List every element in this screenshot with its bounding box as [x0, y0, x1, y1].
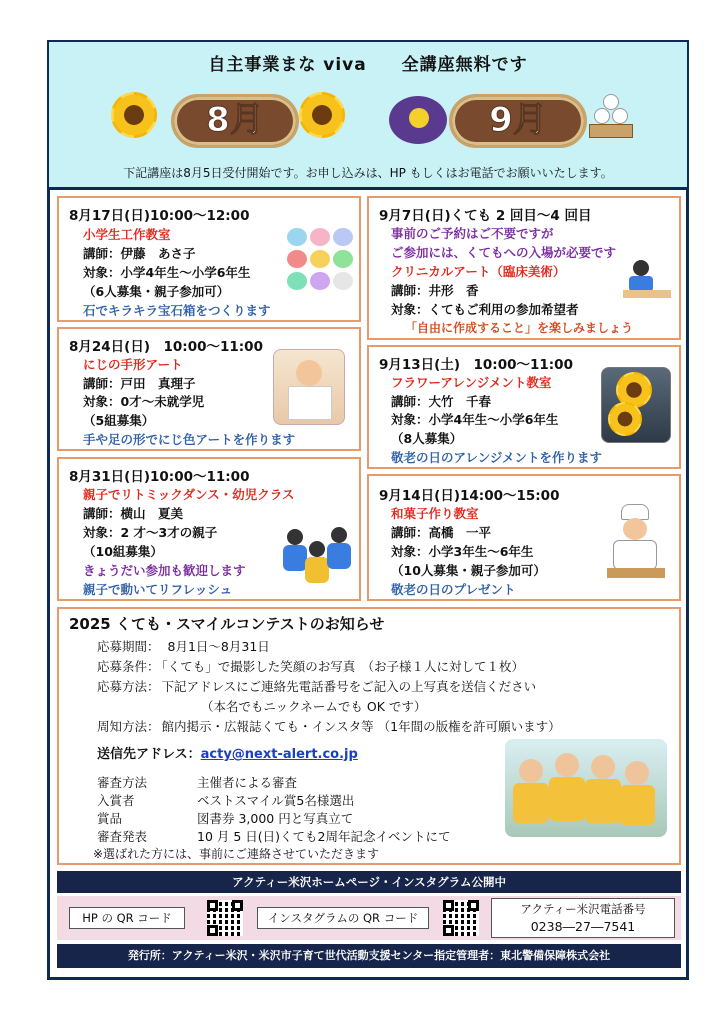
period-label: 応募期間： — [97, 639, 160, 654]
review-method-value: 主催者による審査 — [197, 775, 298, 790]
month-badge-august: 8月 — [171, 94, 299, 148]
event-capacity: （8人募集） — [391, 431, 463, 446]
event-capacity: （6人募集・親子参加可） — [83, 284, 230, 299]
condition-label: 応募条件： — [97, 659, 160, 674]
smiling-kids-photo — [505, 739, 667, 837]
event-teacher: 講師：井形 香 — [391, 283, 479, 298]
method-label: 応募方法： — [97, 679, 160, 694]
event-date: 8月31日(日)10:00～11:00 — [69, 469, 250, 485]
dango-icon — [589, 94, 635, 144]
notice-value: 館内掲示・広報誌くても・インスタ等 （1年間の版権を許可願います） — [161, 719, 561, 734]
event-target: 対象：0才～未就学児 — [83, 394, 205, 409]
dancing-kids-illustration — [281, 521, 353, 587]
event-card-aug24 — [57, 327, 361, 451]
event-date: 8月24日(日) 10:00～11:00 — [69, 339, 263, 355]
sunflower-icon — [111, 92, 157, 138]
instagram-qr-label: インスタグラムの QR コード — [257, 907, 429, 929]
event-note: きょうだい参加も歓迎します — [83, 563, 246, 578]
winners-value: ベストスマイル賞5名様選出 — [197, 793, 355, 808]
announcement-label: 審査発表 — [97, 829, 148, 844]
intro-text: 下記講座は8月5日受付開始です。お申し込みは、HP もしくはお電話でお願いいたします。 — [123, 166, 613, 180]
painting-child-illustration — [623, 260, 673, 300]
prize-label: 賞品 — [97, 811, 123, 826]
event-card-sep7 — [367, 196, 681, 340]
event-target: 対象：くてもご利用の参加希望者 — [391, 302, 579, 317]
instagram-qr-code[interactable] — [443, 900, 479, 936]
event-capacity: （10人募集・親子参加可） — [391, 563, 546, 578]
event-date: 9月14日(日)14:00～15:00 — [379, 488, 560, 504]
event-title: 和菓子作り教室 — [391, 506, 479, 521]
header-banner — [49, 42, 687, 190]
event-note: 手や足の形でにじ色アートを作ります — [83, 432, 296, 447]
title-left: 自主事業まな viva — [208, 55, 367, 75]
winners-label: 入賞者 — [97, 793, 135, 808]
review-method-label: 審査方法 — [97, 775, 148, 790]
flower-arrangement-photo — [601, 367, 671, 443]
method-value-note: （本名でもニックネームでも OK です） — [201, 699, 427, 714]
event-teacher: 講師：伊藤 あさ子 — [83, 246, 196, 261]
event-teacher: 講師：大竹 千春 — [391, 394, 492, 409]
contest-heading: 2025 くても・スマイルコンテストのお知らせ — [69, 615, 385, 633]
contest-footnote: ※選ばれた方には、事前にご連絡させていただきます — [93, 847, 380, 861]
event-precaution: 事前のご予約はご不要ですが — [391, 226, 554, 241]
event-capacity: （5組募集） — [83, 413, 155, 428]
notice-label: 周知方法： — [97, 719, 160, 734]
moon-icon — [389, 96, 447, 144]
hp-qr-code[interactable] — [207, 900, 243, 936]
email-address-label: 送信先アドレス： — [97, 747, 201, 762]
event-note: 「自由に作成すること」を楽しみましょう — [405, 321, 634, 335]
event-note: 親子で動いてリフレッシュ — [83, 582, 233, 597]
event-note: 石でキラキラ宝石箱をつくります — [83, 303, 271, 318]
event-title: にじの手形アート — [83, 357, 183, 372]
announcement-value: 10 月 5 日(日)くても2周年記念イベントにて — [197, 829, 451, 844]
email-address-link[interactable]: acty@next-alert.co.jp — [200, 747, 358, 762]
hp-qr-label: HP の QR コード — [69, 907, 185, 929]
confectioner-chef-illustration — [605, 504, 667, 582]
phone-number-box — [491, 898, 675, 938]
event-capacity: （10組募集） — [83, 544, 163, 559]
event-date: 9月13日(土) 10:00～11:00 — [379, 357, 573, 373]
event-card-sep13 — [367, 345, 681, 469]
event-title: クリニカルアート（臨床美術） — [391, 264, 566, 279]
gem-stones-image — [287, 228, 355, 292]
event-teacher: 講師：高橋 一平 — [391, 525, 492, 540]
event-title: 親子でリトミックダンス・幼児クラス — [83, 487, 295, 502]
publisher-line: 発行所：アクティー米沢・米沢市子育て世代活動支援センター指定管理者：東北警備保障株式会社 — [57, 944, 681, 968]
method-value: 下記アドレスにご連絡先電話番号をご記入の上写真を送信ください — [161, 679, 537, 694]
event-target: 対象：小学4年生～小学6年生 — [391, 412, 559, 427]
smile-contest-section — [57, 607, 681, 865]
qr-code-bar — [57, 896, 681, 940]
condition-value: 「くても」で撮影した笑顔のお写真 （お子様１人に対して１枚） — [161, 659, 525, 674]
event-title: 小学生工作教室 — [83, 227, 171, 242]
event-card-aug17 — [57, 196, 361, 322]
event-card-aug31 — [57, 457, 361, 601]
event-target: 対象：小学3年生～6年生 — [391, 544, 534, 559]
event-note: 敬老の日のプレゼント — [391, 582, 516, 597]
event-date: 8月17日(日)10:00～12:00 — [69, 208, 250, 224]
event-teacher: 講師：戸田 真理子 — [83, 376, 196, 391]
phone-number[interactable]: 0238―27―7541 — [530, 919, 636, 934]
event-target: 対象：2 才～3才の親子 — [83, 525, 218, 540]
handprint-art-photo — [273, 349, 345, 425]
event-precaution: ご参加には、くてもへの入場が必要です — [391, 245, 617, 260]
period-value: 8月1日～8月31日 — [167, 639, 270, 654]
homepage-instagram-banner: アクティー米沢ホームページ・インスタグラム公開中 — [57, 871, 681, 893]
month-badge-september: 9月 — [449, 94, 587, 148]
sunflower-icon — [299, 92, 345, 138]
title-right: 全講座無料です — [401, 55, 528, 75]
prize-value: 図書券 3,000 円と写真立て — [197, 811, 354, 826]
event-target: 対象：小学4年生～小学6年生 — [83, 265, 251, 280]
event-note: 敬老の日のアレンジメントを作ります — [391, 450, 603, 465]
event-date: 9月7日(日)くても 2 回目～4 回目 — [379, 208, 592, 224]
phone-label: アクティー米沢電話番号 — [520, 902, 646, 916]
event-teacher: 講師：横山 夏美 — [83, 506, 184, 521]
event-title: フラワーアレンジメント教室 — [391, 375, 552, 390]
page-title — [49, 50, 687, 75]
event-card-sep14 — [367, 474, 681, 601]
